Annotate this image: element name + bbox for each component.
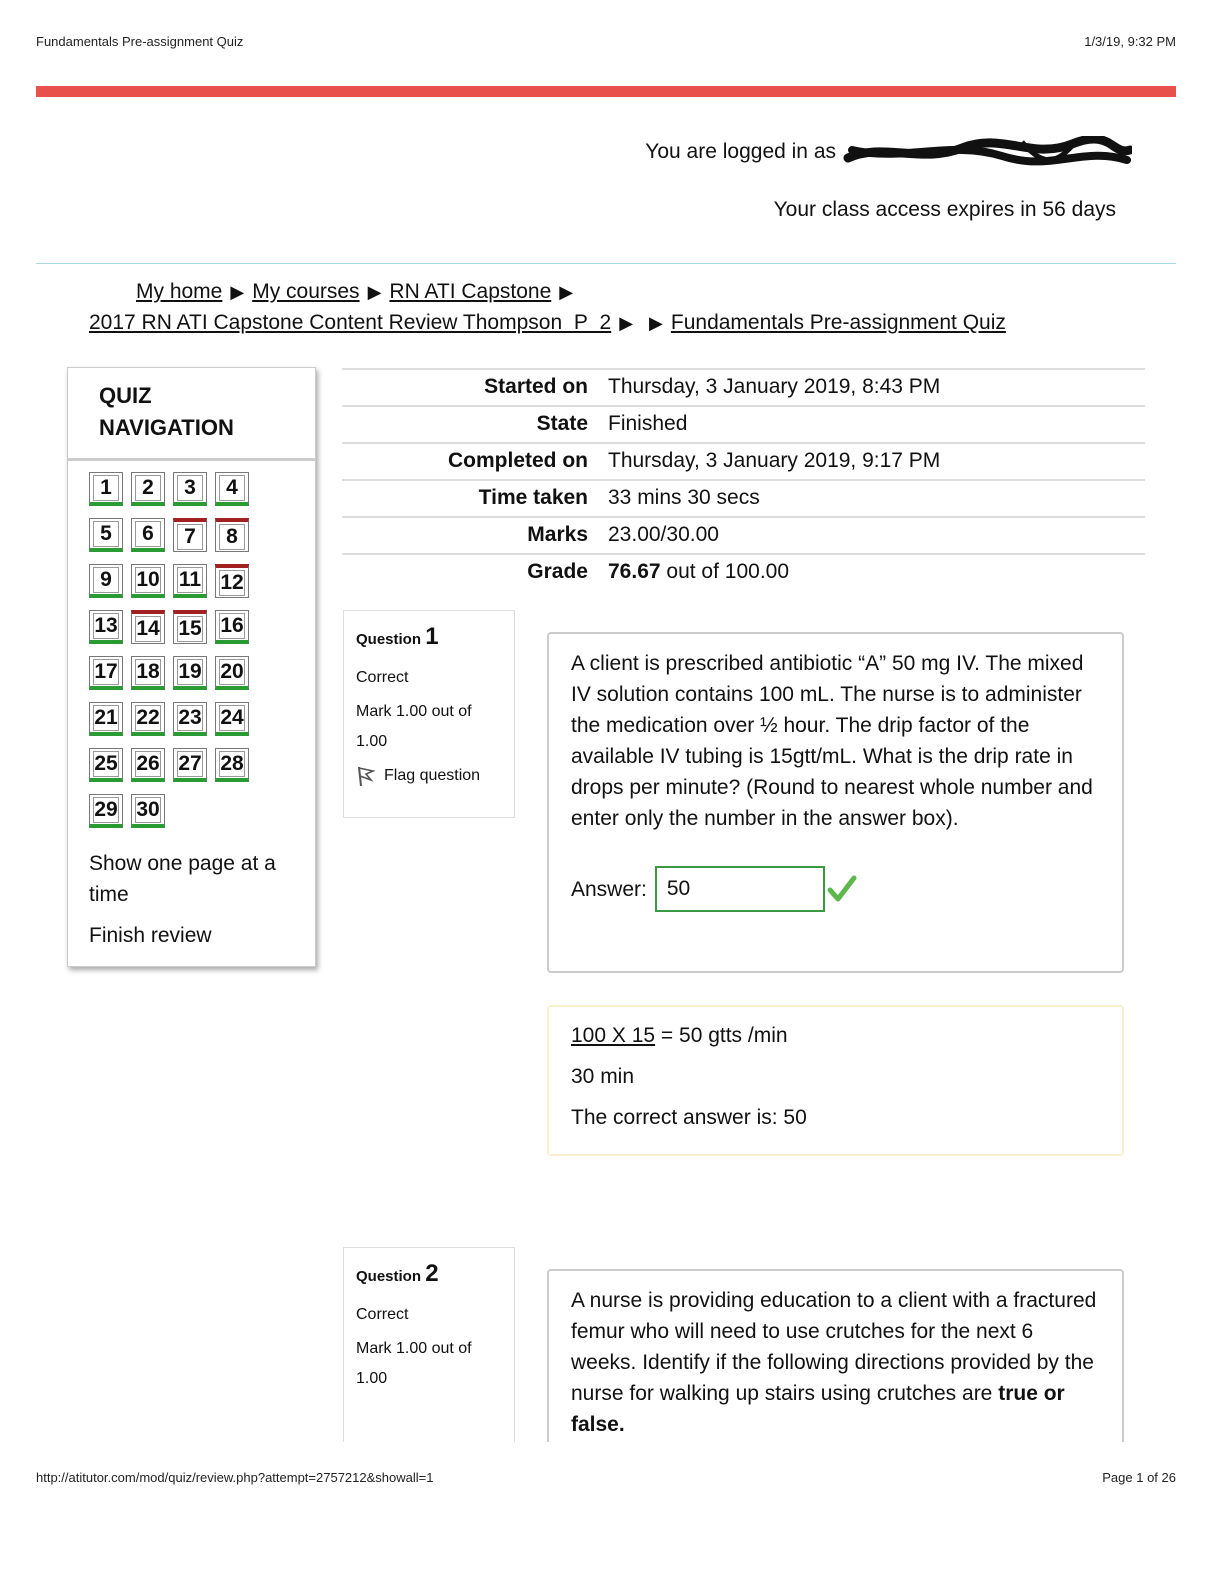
print-url: http://atitutor.com/mod/quiz/review.php?attempt=2757212&showall=1 [36, 1470, 434, 1485]
question-nav-number: 11 [178, 567, 202, 591]
question-1-mark: Mark 1.00 out of 1.00 [356, 703, 472, 750]
table-row [342, 369, 1145, 406]
question-nav-button[interactable] [89, 564, 123, 598]
table-row [342, 554, 1145, 590]
breadcrumb-course[interactable]: RN ATI Capstone [389, 280, 552, 303]
question-1-text: A client is prescribed antibiotic “A” 50 mg IV. The mixed IV solution contains 100 mL. The nurse is to administer the medication over ½ hour. The drip factor of the available IV tubing is 15gtt/mL. What is the drip rate in drops per minute? (Round to nearest whole number and enter only the number in the answer box). [571, 652, 1093, 830]
question-nav-number: 24 [220, 705, 244, 729]
question-nav-button[interactable] [131, 794, 165, 828]
question-nav-number: 22 [136, 705, 160, 729]
table-row [342, 480, 1145, 517]
question-1-info [343, 610, 515, 818]
table-row [342, 443, 1145, 480]
question-2-info [343, 1247, 515, 1442]
flag-question-label: Flag question [384, 767, 481, 784]
question-2-mark: Mark 1.00 out of 1.00 [356, 1340, 472, 1387]
question-1-heading [356, 623, 502, 651]
question-nav-number: 13 [94, 613, 118, 637]
question-nav-button[interactable] [173, 702, 207, 736]
question-nav-number: 29 [94, 797, 118, 821]
question-label: Question [356, 631, 422, 648]
correct-answer-text: The correct answer is: 50 [571, 1106, 807, 1129]
question-1-content [547, 632, 1124, 973]
question-nav-button[interactable] [173, 472, 207, 506]
question-nav-button[interactable] [215, 702, 249, 736]
question-nav-button[interactable] [89, 610, 123, 644]
time-taken-label: Time taken [342, 480, 598, 517]
question-nav-number: 28 [220, 751, 244, 775]
question-nav-button[interactable] [173, 518, 207, 552]
question-1-feedback [547, 1005, 1124, 1156]
question-nav-number: 14 [136, 616, 160, 640]
breadcrumb-separator: ▶ [559, 282, 574, 302]
show-one-page-link[interactable]: Show one page at a time [89, 852, 276, 906]
question-nav-button[interactable] [215, 518, 249, 552]
question-nav-number: 25 [94, 751, 118, 775]
question-nav-button[interactable] [131, 748, 165, 782]
question-nav-number: 7 [177, 524, 203, 550]
question-nav-number: 20 [220, 659, 244, 683]
feedback-result: = 50 gtts /min [655, 1024, 788, 1047]
question-nav-button[interactable] [215, 656, 249, 690]
checkmark-icon [827, 874, 857, 904]
flag-icon [356, 765, 376, 787]
question-label: Question [356, 1268, 422, 1285]
grade-label: Grade [342, 554, 598, 590]
header-divider [36, 263, 1176, 264]
answer-input[interactable]: 50 [655, 866, 825, 912]
quiz-navigation-title: QUIZ NAVIGATION [68, 368, 315, 461]
print-header [36, 34, 1176, 49]
quiz-navigation-panel [67, 367, 316, 967]
breadcrumb-my-home[interactable]: My home [136, 280, 223, 303]
question-nav-button[interactable] [89, 794, 123, 828]
question-nav-button[interactable] [131, 518, 165, 552]
question-nav-number: 8 [219, 524, 245, 550]
question-nav-button[interactable] [173, 564, 207, 598]
state-label: State [342, 406, 598, 443]
marks-label: Marks [342, 517, 598, 554]
print-datetime: 1/3/19, 9:32 PM [1084, 34, 1176, 49]
question-2-heading [356, 1260, 502, 1288]
question-nav-button[interactable] [131, 564, 165, 598]
question-nav-number: 1 [93, 475, 119, 501]
breadcrumb-separator: ▶ [230, 282, 245, 302]
question-2-content [547, 1269, 1124, 1442]
feedback-denominator: 30 min [571, 1065, 635, 1088]
question-nav-button[interactable] [131, 702, 165, 736]
question-nav-number: 4 [219, 475, 245, 501]
print-title: Fundamentals Pre-assignment Quiz [36, 34, 244, 49]
time-taken-value: 33 mins 30 secs [598, 480, 1145, 517]
question-nav-button[interactable] [89, 472, 123, 506]
question-2-text: A nurse is providing education to a client with a fractured femur who will need to use crutches for the next 6 weeks. Identify if the following directions provided by the nurse for walking up stairs using crutches are [571, 1289, 1097, 1405]
question-1-status: Correct [356, 669, 409, 686]
question-number: 1 [425, 623, 439, 650]
question-nav-number: 27 [178, 751, 202, 775]
question-nav-number: 5 [93, 521, 119, 547]
attempt-summary-table [342, 368, 1145, 590]
breadcrumb-my-courses[interactable]: My courses [252, 280, 360, 303]
breadcrumb-separator: ▶ [619, 313, 634, 333]
flag-question-button[interactable] [356, 765, 502, 787]
quiz-navigation-links [89, 848, 299, 961]
question-nav-number: 26 [136, 751, 160, 775]
started-on-value: Thursday, 3 January 2019, 8:43 PM [598, 369, 1145, 406]
question-nav-number: 12 [220, 570, 244, 594]
question-nav-number: 3 [177, 475, 203, 501]
question-nav-number: 30 [136, 797, 160, 821]
question-number: 2 [425, 1260, 439, 1287]
access-expiry: Your class access expires in 56 days [773, 198, 1116, 221]
feedback-formula [571, 1021, 1100, 1051]
question-nav-number: 15 [178, 616, 202, 640]
answer-row [571, 866, 1100, 912]
started-on-label: Started on [342, 369, 598, 406]
question-nav-number: 2 [135, 475, 161, 501]
question-nav-number: 19 [178, 659, 202, 683]
accent-bar [36, 86, 1176, 97]
question-nav-number: 6 [135, 521, 161, 547]
question-nav-button[interactable] [89, 702, 123, 736]
question-nav-number: 10 [136, 567, 160, 591]
answer-label: Answer: [571, 877, 647, 901]
print-footer [36, 1470, 1176, 1485]
question-nav-number: 9 [93, 567, 119, 593]
finish-review-link[interactable]: Finish review [89, 924, 212, 947]
feedback-numerator: 100 X 15 [571, 1024, 656, 1047]
question-nav-button[interactable] [89, 656, 123, 690]
completed-on-label: Completed on [342, 443, 598, 480]
redacted-username-scribble [842, 136, 1132, 168]
question-2-text-bold: true or false. [571, 1382, 1065, 1436]
question-nav-button[interactable] [215, 748, 249, 782]
question-nav-button[interactable] [215, 564, 249, 598]
breadcrumb [136, 280, 581, 304]
question-nav-button[interactable] [131, 610, 165, 644]
state-value: Finished [598, 406, 1145, 443]
question-nav-number: 21 [94, 705, 118, 729]
table-row [342, 517, 1145, 554]
question-2-status: Correct [356, 1306, 409, 1323]
question-nav-number: 17 [94, 659, 118, 683]
question-nav-button[interactable] [215, 472, 249, 506]
question-nav-number: 16 [220, 613, 244, 637]
breadcrumb-separator: ▶ [367, 282, 382, 302]
marks-value: 23.00/30.00 [598, 517, 1145, 554]
grade-value: 76.67 [608, 560, 661, 583]
breadcrumb-quiz[interactable]: Fundamentals Pre-assignment Quiz [670, 311, 1006, 334]
question-nav-button[interactable] [215, 610, 249, 644]
question-nav-button[interactable] [173, 610, 207, 644]
question-nav-button[interactable] [131, 656, 165, 690]
login-text: You are logged in as [645, 140, 836, 163]
breadcrumb-separator: ▶ [649, 313, 663, 333]
print-page-number: Page 1 of 26 [1102, 1470, 1176, 1485]
login-info [645, 136, 1132, 168]
breadcrumb-line-2 [89, 311, 1006, 335]
question-nav-number: 23 [178, 705, 202, 729]
question-nav-button[interactable] [131, 472, 165, 506]
question-button-grid [89, 472, 251, 828]
question-nav-button[interactable] [89, 518, 123, 552]
grade-out-of: out of 100.00 [666, 560, 790, 583]
table-row [342, 406, 1145, 443]
completed-on-value: Thursday, 3 January 2019, 9:17 PM [598, 443, 1145, 480]
question-nav-button[interactable] [173, 656, 207, 690]
grade-value-cell [598, 554, 1145, 590]
question-nav-number: 18 [136, 659, 160, 683]
question-nav-button[interactable] [173, 748, 207, 782]
breadcrumb-section[interactable]: 2017 RN ATI Capstone Content Review Thompson_P_2 [89, 311, 612, 334]
question-nav-button[interactable] [89, 748, 123, 782]
